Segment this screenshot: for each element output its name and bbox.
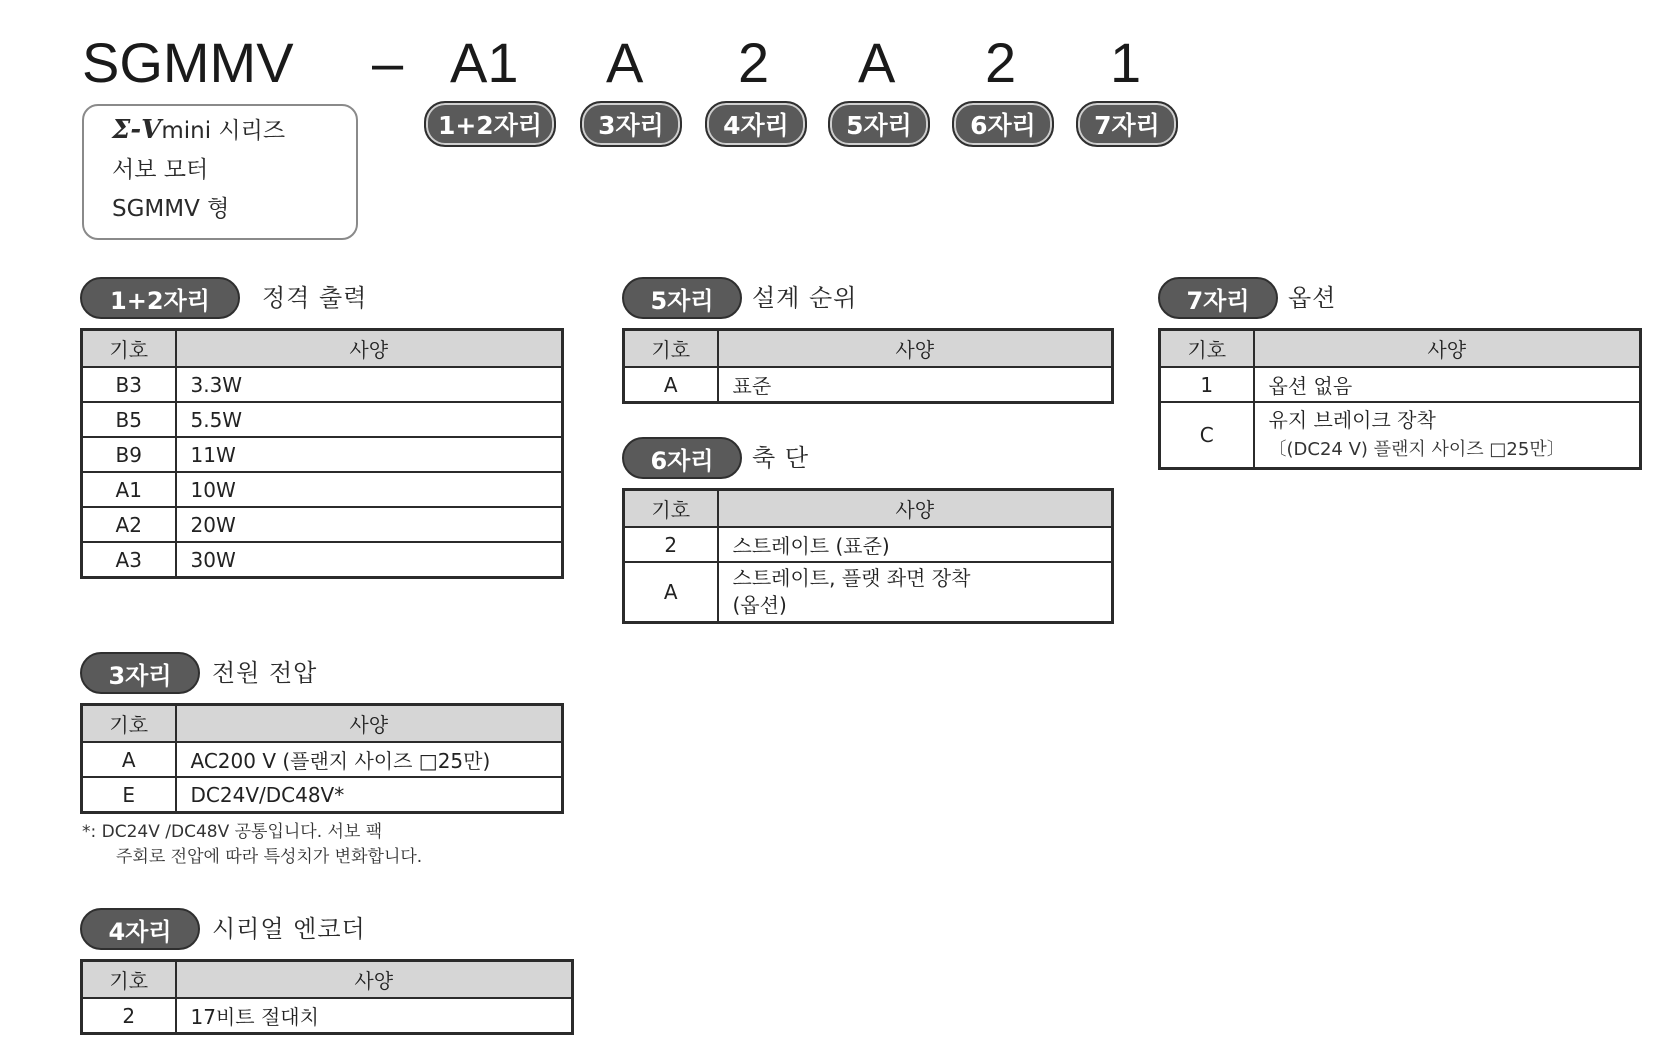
model-part-6: 2 (985, 31, 1017, 94)
cell-spec (718, 562, 1113, 623)
section-title-encoder: 시리얼 엔코더 (212, 915, 366, 943)
table-row (82, 777, 563, 813)
cell-spec: 옵션 없음 (1254, 367, 1641, 402)
voltage-footnote (82, 820, 422, 870)
table-row (624, 562, 1113, 623)
header-code: 기호 (82, 705, 176, 743)
cell-code: A (624, 562, 718, 623)
table-row (82, 402, 563, 437)
section-pill-shaft: 6자리 (622, 437, 742, 479)
cell-spec: 5.5W (176, 402, 563, 437)
header-spec: 사양 (176, 705, 563, 743)
cell-spec-line-1: 유지 브레이크 장착 (1268, 408, 1436, 432)
cell-spec-line-2: 〔(DC24 V) 플랜지 사이즈 □25만〕 (1268, 439, 1565, 460)
footnote-line-2: 주회로 전압에 따라 특성치가 변화합니다. (116, 847, 423, 867)
table-row (82, 472, 563, 507)
cell-code: B9 (82, 437, 176, 472)
header-spec: 사양 (176, 961, 573, 999)
cell-spec: 표준 (718, 367, 1113, 403)
table-row (82, 542, 563, 578)
model-prefix: SGMMV (82, 31, 294, 94)
series-box (82, 104, 358, 240)
digit-label-5: 5자리 (828, 101, 930, 147)
cell-code: A1 (82, 472, 176, 507)
table-row (624, 367, 1113, 403)
table-row (82, 367, 563, 402)
table-rated-output (80, 328, 564, 579)
series-line-1 (112, 111, 356, 151)
table-shaft (622, 488, 1114, 624)
cell-code: B3 (82, 367, 176, 402)
cell-code: B5 (82, 402, 176, 437)
section-pill-design: 5자리 (622, 277, 742, 319)
table-header-row (82, 705, 563, 743)
cell-spec: 17비트 절대치 (176, 998, 573, 1034)
table-header-row (624, 330, 1113, 368)
section-pill-rated-output: 1+2자리 (80, 277, 240, 319)
series-line-3: SGMMV 형 (112, 196, 230, 222)
section-pill-option: 7자리 (1158, 277, 1278, 319)
table-row (624, 527, 1113, 562)
table-header-row (1160, 330, 1641, 368)
digit-label-6: 6자리 (952, 101, 1054, 147)
section-pill-encoder: 4자리 (80, 908, 200, 950)
cell-code: C (1160, 402, 1254, 469)
header-spec: 사양 (1254, 330, 1641, 368)
table-row (1160, 367, 1641, 402)
series-line-2: 서보 모터 (112, 157, 209, 183)
cell-spec: DC24V/DC48V* (176, 777, 563, 813)
table-option (1158, 328, 1642, 470)
header-code: 기호 (82, 330, 176, 368)
digit-label-3: 3자리 (580, 101, 682, 147)
table-row (82, 507, 563, 542)
digit-label-4: 4자리 (705, 101, 807, 147)
section-title-shaft: 축 단 (752, 444, 809, 472)
table-row (82, 998, 573, 1034)
footnote-line-1: *: DC24V /DC48V 공통입니다. 서보 팩 (82, 822, 383, 842)
table-header-row (624, 490, 1113, 528)
cell-code: E (82, 777, 176, 813)
cell-spec: 스트레이트 (표준) (718, 527, 1113, 562)
digit-label-7: 7자리 (1076, 101, 1178, 147)
cell-code: 1 (1160, 367, 1254, 402)
table-encoder (80, 959, 574, 1035)
cell-spec-line-1: 스트레이트, 플랫 좌면 장착 (732, 566, 971, 590)
section-title-voltage: 전원 전압 (212, 659, 318, 687)
table-voltage (80, 703, 564, 814)
table-row (82, 742, 563, 777)
sigma-v-logo: Σ-V (112, 115, 162, 145)
model-part-1-2: A1 (450, 31, 519, 94)
header-code: 기호 (82, 961, 176, 999)
header-spec: 사양 (176, 330, 563, 368)
model-part-5: A (858, 31, 896, 94)
table-row (82, 437, 563, 472)
cell-code: A (82, 742, 176, 777)
table-row (1160, 402, 1641, 469)
cell-spec-line-2: (옵션) (732, 593, 787, 617)
cell-code: A3 (82, 542, 176, 578)
header-spec: 사양 (718, 490, 1113, 528)
digit-label-1-2: 1+2자리 (424, 101, 556, 147)
table-header-row (82, 961, 573, 999)
table-header-row (82, 330, 563, 368)
cell-spec: 10W (176, 472, 563, 507)
header-code: 기호 (624, 490, 718, 528)
header-code: 기호 (624, 330, 718, 368)
section-title-design: 설계 순위 (752, 284, 858, 312)
cell-code: 2 (624, 527, 718, 562)
section-title-option: 옵션 (1288, 284, 1337, 312)
section-pill-voltage: 3자리 (80, 652, 200, 694)
cell-code: A (624, 367, 718, 403)
cell-spec: 20W (176, 507, 563, 542)
model-part-4: 2 (738, 31, 770, 94)
section-title-rated-output: 정격 출력 (262, 284, 368, 312)
model-part-3: A (606, 31, 644, 94)
table-design (622, 328, 1114, 404)
cell-spec: 3.3W (176, 367, 563, 402)
cell-code: A2 (82, 507, 176, 542)
model-dash: – (372, 31, 404, 94)
cell-spec: 11W (176, 437, 563, 472)
series-name: mini 시리즈 (161, 118, 286, 144)
header-spec: 사양 (718, 330, 1113, 368)
cell-code: 2 (82, 998, 176, 1034)
cell-spec: AC200 V (플랜지 사이즈 □25만) (176, 742, 563, 777)
model-part-7: 1 (1110, 31, 1142, 94)
cell-spec (1254, 402, 1641, 469)
cell-spec: 30W (176, 542, 563, 578)
header-code: 기호 (1160, 330, 1254, 368)
